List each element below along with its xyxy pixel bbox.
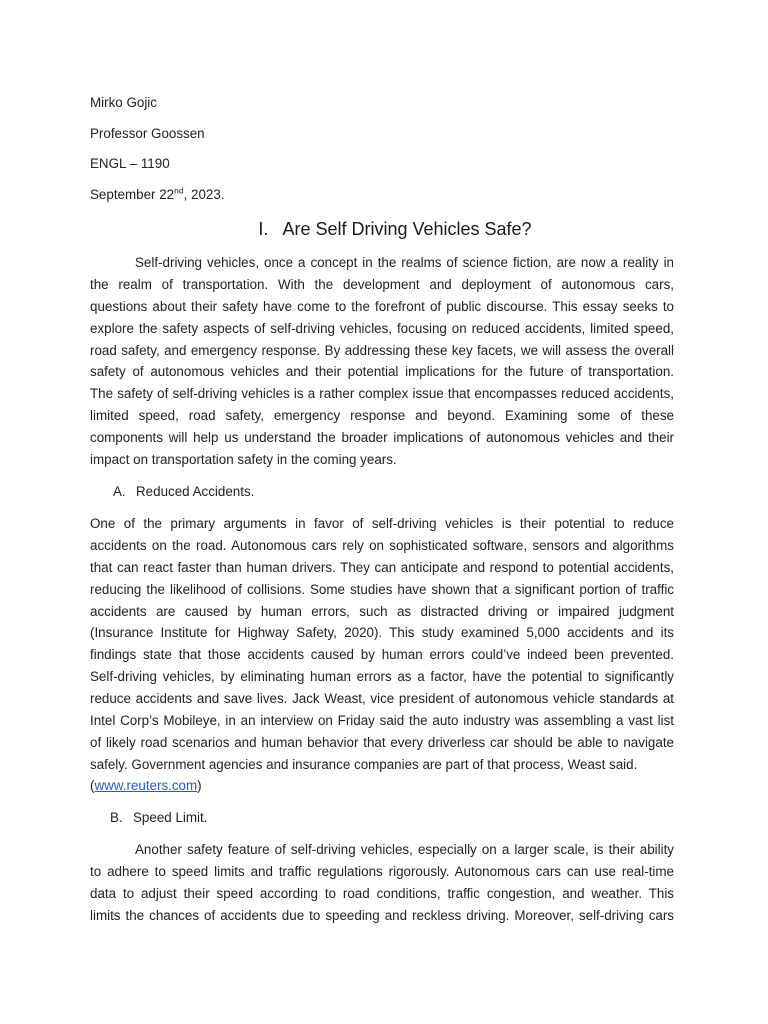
reuters-link[interactable]: www.reuters.com [94,778,198,793]
text-line: road safety, and emergency response. By addressing these key facets, we will assess the overall [90,342,674,358]
text-line: the realm of transportation. With the development and deployment of autonomous cars, [90,276,674,292]
section-b-letter: B. [110,810,123,825]
text-line: safety of autonomous vehicles and their potential implications for the future of transportation. [90,364,674,380]
date-superscript: nd [174,185,184,196]
text-line: reducing the likelihood of collisions. Some studies have shown that a significant portion of traffic [90,581,674,597]
text-line: limits the chances of accidents due to speeding and reckless driving. Moreover, self-driving cars [90,907,674,923]
text-line: reduce accidents and save lives. Jack Weast, vice president of autonomous vehicle standards at [90,691,674,707]
text-line: Another safety feature of self-driving vehicles, especially on a larger scale, is their ability [135,842,674,857]
author-name: Mirko Gojic [90,95,157,110]
title-text: Are Self Driving Vehicles Safe? [282,219,532,239]
text-line: Intel Corp’s Mobileye, in an interview on Friday said the auto industry was assembling a vast list [90,713,674,729]
citation-open: ( [90,778,95,793]
text-line: questions about their safety have come to the forefront of public discourse. This essay seeks to [90,298,674,314]
text-line: data to adjust their speed according to road conditions, traffic congestion, and weather. This [90,885,674,901]
text-line: The safety of self-driving vehicles is a rather complex issue that encompasses reduced accidents, [90,386,674,402]
citation-close: ) [197,778,202,793]
date-prefix: September 22 [90,187,175,202]
text-line: limited speed, road safety, emergency response and beyond. Examining some of these [90,408,674,424]
section-a-title: Reduced Accidents. [136,484,255,499]
course-code: ENGL – 1190 [90,156,170,171]
text-line: to adhere to speed limits and traffic regulations rigorously. Autonomous cars can use real-time [90,863,674,879]
section-a-paragraph [90,513,674,776]
text-line: explore the safety aspects of self-driving vehicles, focusing on reduced accidents, limited speed, [90,320,674,336]
text-line: components will help us understand the broader implications of autonomous vehicles and their [90,430,674,446]
section-b-paragraph [90,839,674,927]
section-b-title: Speed Limit. [133,810,208,825]
text-line: safely. Government agencies and insurance companies are part of that process, Weast said. [90,756,638,772]
text-line: (Insurance Institute for Highway Safety, 2020). This study examined 5,000 accidents and its [90,625,674,641]
essay-title [0,217,768,241]
text-line: Self-driving vehicles, once a concept in the realms of science fiction, are now a reality in [135,255,674,270]
citation-line [90,777,202,795]
date-suffix: , 2023. [183,187,225,202]
text-line: accidents are caused by human errors, such as distracted driving or impaired judgment [90,603,674,619]
text-line: impact on transportation safety in the coming years. [90,452,397,468]
text-line: findings state that those accidents caused by human errors could’ve indeed been prevented. [90,647,674,663]
section-a-heading [113,483,254,501]
text-line: that can react faster than human drivers. They can anticipate and respond to potential accidents, [90,559,674,575]
section-b-heading [110,809,207,827]
professor-name: Professor Goossen [90,126,205,141]
title-number: I. [258,219,269,239]
intro-paragraph [90,252,674,471]
text-line: One of the primary arguments in favor of self-driving vehicles is their potential to reduce [90,516,674,531]
text-line: Self-driving vehicles, by eliminating human errors as a factor, have the potential to significantly [90,669,674,685]
text-line: accidents on the road. Autonomous cars rely on sophisticated software, sensors and algorithms [90,537,674,553]
text-line: of likely road scenarios and human behavior that every driverless car should be able to navigate [90,734,674,750]
section-a-letter: A. [113,484,126,499]
essay-date [90,186,225,204]
